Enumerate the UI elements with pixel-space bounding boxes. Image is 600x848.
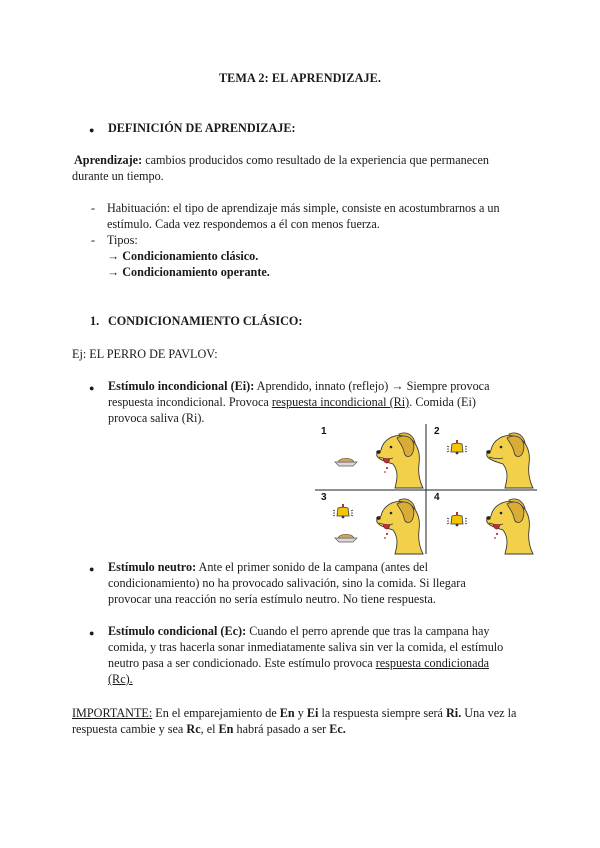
habituacion-line2: estímulo. Cada vez respondemos a él con menos fuerza. — [107, 217, 380, 231]
example-title: Ej: EL PERRO DE PAVLOV: — [72, 347, 218, 361]
ec-line1-text: Cuando el perro aprende que tras la campana hay — [246, 624, 490, 638]
aprendizaje-term: Aprendizaje: — [74, 153, 143, 167]
panel-label-3: 3 — [321, 492, 327, 503]
dash-habituacion: - — [91, 201, 96, 215]
importante-label: IMPORTANTE: — [72, 706, 153, 720]
importante-text-6: , el — [200, 722, 219, 736]
importante-en2: En — [218, 722, 234, 736]
ei-line2 — [108, 394, 476, 411]
dog-icon-4 — [486, 499, 533, 554]
importante-ri: Ri. — [446, 706, 462, 720]
importante-text-5: respuesta cambie y sea — [72, 722, 187, 736]
importante-text-2: y — [294, 706, 307, 720]
dog-icon-1 — [376, 433, 423, 488]
ec-line2: comida, y tras hacerla sonar inmediatamente saliva sin ver la comida, el estímulo — [108, 640, 504, 654]
ei-line2-pre: respuesta incondicional. Provoca — [108, 395, 272, 409]
food-bowl-icon-1 — [335, 458, 357, 466]
en-line3: provocar una reacción no sería estímulo neutro. No tiene respuesta. — [108, 592, 436, 606]
importante-en: En — [279, 706, 295, 720]
importante-text-1: En el emparejamiento de — [152, 706, 280, 720]
importante-ec: Ec. — [329, 722, 346, 736]
aprendizaje-line1 — [74, 152, 489, 169]
bullet-ec: ● — [89, 628, 95, 638]
panel-label-2: 2 — [434, 426, 440, 437]
habituacion-line1: Habituación: el tipo de aprendizaje más simple, consiste en acostumbrarnos a un — [107, 201, 500, 215]
ei-line2-post: . Comida (Ei) — [409, 395, 476, 409]
panel-label-4: 4 — [434, 492, 440, 503]
en-line2: condicionamiento) no ha provocado salivación, sino la comida. Si llegara — [108, 576, 466, 590]
aprendizaje-line2: durante un tiempo. — [72, 169, 164, 183]
importante-text-7: habrá pasado a ser — [233, 722, 330, 736]
food-bowl-icon-3 — [335, 534, 357, 542]
ei-line3: provoca saliva (Ri). — [108, 411, 205, 425]
en-line1-text: Ante el primer sonido de la campana (antes del — [196, 560, 428, 574]
tipos-item-clasico: → Condicionamiento clásico. — [107, 249, 259, 263]
pavlov-figure — [315, 422, 537, 556]
ei-ri-link: respuesta incondicional (Ri) — [271, 395, 410, 409]
bell-icon-2 — [447, 440, 467, 454]
aprendizaje-text: cambios producidos como resultado de la experiencia que permanecen — [142, 153, 490, 167]
bell-icon-3 — [333, 504, 353, 518]
ec-line3-pre: neutro pasa a ser condicionado. Este estímulo provoca — [108, 656, 376, 670]
importante-text-3: la respuesta siempre será — [318, 706, 446, 720]
en-term: Estímulo neutro: — [108, 560, 197, 574]
tipos-label: Tipos: — [107, 233, 138, 247]
page-title: TEMA 2: EL APRENDIZAJE. — [218, 71, 382, 85]
en-line1 — [108, 559, 428, 576]
section1-number: 1. — [90, 314, 100, 328]
importante-ei: Ei — [306, 706, 319, 720]
bullet-ei: ● — [89, 383, 95, 393]
importante-rc: Rc — [186, 722, 201, 736]
bullet-definicion: ● — [89, 125, 95, 135]
dash-tipos: - — [91, 233, 96, 247]
tipos-item-operante: → Condicionamiento operante. — [107, 265, 270, 279]
ei-line1 — [108, 378, 490, 395]
ei-term: Estímulo incondicional (Ei): — [108, 379, 255, 393]
ec-rc-link: respuesta condicionada — [375, 656, 490, 670]
importante-line2 — [72, 721, 346, 738]
heading-definicion: DEFINICIÓN DE APRENDIZAJE: — [108, 121, 296, 135]
section1-heading: CONDICIONAMIENTO CLÁSICO: — [108, 314, 303, 328]
ec-line1 — [108, 623, 489, 640]
dog-icon-2 — [486, 433, 533, 488]
ec-term: Estímulo condicional (Ec): — [108, 624, 247, 638]
ei-line1-text: Aprendido, innato (reflejo) → Siempre provoca — [254, 379, 490, 393]
importante-line1 — [72, 705, 516, 722]
bell-icon-4 — [447, 512, 467, 526]
ec-line4: (Rc). — [108, 672, 133, 686]
importante-text-4: Una vez la — [461, 706, 517, 720]
dog-icon-3 — [376, 499, 423, 554]
ec-line3 — [108, 655, 489, 672]
panel-label-1: 1 — [321, 426, 327, 437]
bullet-en: ● — [89, 564, 95, 574]
